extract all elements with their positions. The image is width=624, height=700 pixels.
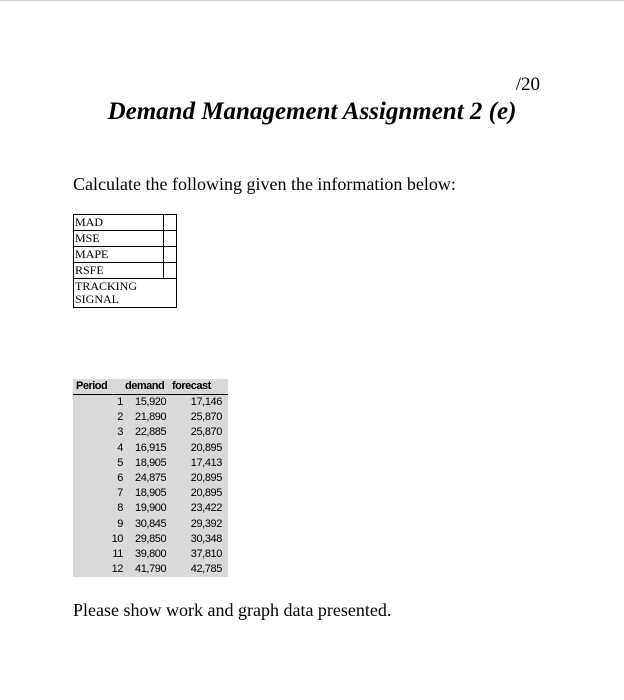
forecast-cell: 17,146 [190,396,222,408]
period-cell: 1 [117,396,123,408]
period-cell: 6 [117,472,123,484]
table-row [73,501,228,517]
metrics-table [73,214,177,308]
period-cell: 4 [117,441,123,454]
table-row [73,532,228,548]
demand-cell: 22,885 [135,426,167,439]
metric-answer-cell [164,215,177,231]
metrics-row-mse [74,231,177,247]
table-row [73,486,228,502]
period-cell: 10 [111,532,123,545]
demand-cell: 18,905 [135,456,167,469]
metric-label: MAD [74,215,164,231]
forecast-cell: 23,422 [190,502,222,515]
forecast-cell: 25,870 [190,411,222,424]
page-title: Demand Management Assignment 2 (e) [107,98,517,125]
score-label: /20 [515,74,540,95]
metrics-row-rsfe [74,263,177,279]
column-header-period: Period [76,380,108,392]
period-cell: 12 [111,563,123,576]
period-cell: 3 [117,426,123,439]
table-row [73,562,228,578]
metric-label: RSFE [74,263,164,279]
period-cell: 2 [117,411,123,424]
top-divider [0,0,624,1]
instruction-text: Calculate the following given the information below: [73,174,456,194]
demand-cell: 41,790 [135,563,167,576]
demand-cell: 15,920 [135,396,167,408]
metrics-row-mad [74,215,177,231]
metric-answer-cell [164,263,177,279]
demand-cell: 18,905 [135,487,167,500]
period-cell: 5 [117,456,123,469]
table-row [73,517,228,533]
metric-label: MAPE [74,247,164,263]
column-header-forecast: forecast [172,380,211,392]
forecast-cell: 20,895 [190,441,222,454]
metrics-row-tracking-signal [74,279,177,308]
table-row [73,395,228,411]
table-row [73,425,228,441]
period-cell: 11 [112,548,123,560]
metric-answer-cell [164,231,177,247]
forecast-cell: 25,870 [190,426,222,439]
demand-cell: 30,845 [135,517,167,530]
table-row [73,547,228,563]
metrics-row-mape [74,247,177,263]
footer-instruction: Please show work and graph data presented. [73,600,392,620]
forecast-cell: 42,785 [190,563,222,576]
forecast-cell: 37,810 [190,548,222,560]
column-header-demand: demand [125,380,165,392]
table-row [73,410,228,426]
metric-label: TRACKING SIGNAL [74,279,177,308]
forecast-cell: 17,413 [190,456,222,469]
demand-cell: 19,900 [135,502,167,515]
forecast-cell: 20,895 [190,487,222,500]
metric-answer-cell [164,247,177,263]
table-row [73,441,228,457]
forecast-cell: 30,348 [190,532,222,545]
table-header [73,379,228,395]
table-row [73,471,228,487]
forecast-cell: 29,392 [190,517,222,530]
forecast-cell: 20,895 [190,472,222,484]
metric-label: MSE [74,231,164,247]
demand-cell: 29,850 [135,532,167,545]
period-cell: 8 [117,502,123,515]
demand-cell: 24,875 [135,472,167,484]
period-cell: 9 [117,517,123,530]
demand-forecast-table [73,379,228,577]
demand-cell: 16,915 [135,441,167,454]
period-cell: 7 [117,487,123,500]
demand-cell: 21,890 [135,411,167,424]
demand-cell: 39,800 [135,548,167,560]
table-row [73,456,228,472]
